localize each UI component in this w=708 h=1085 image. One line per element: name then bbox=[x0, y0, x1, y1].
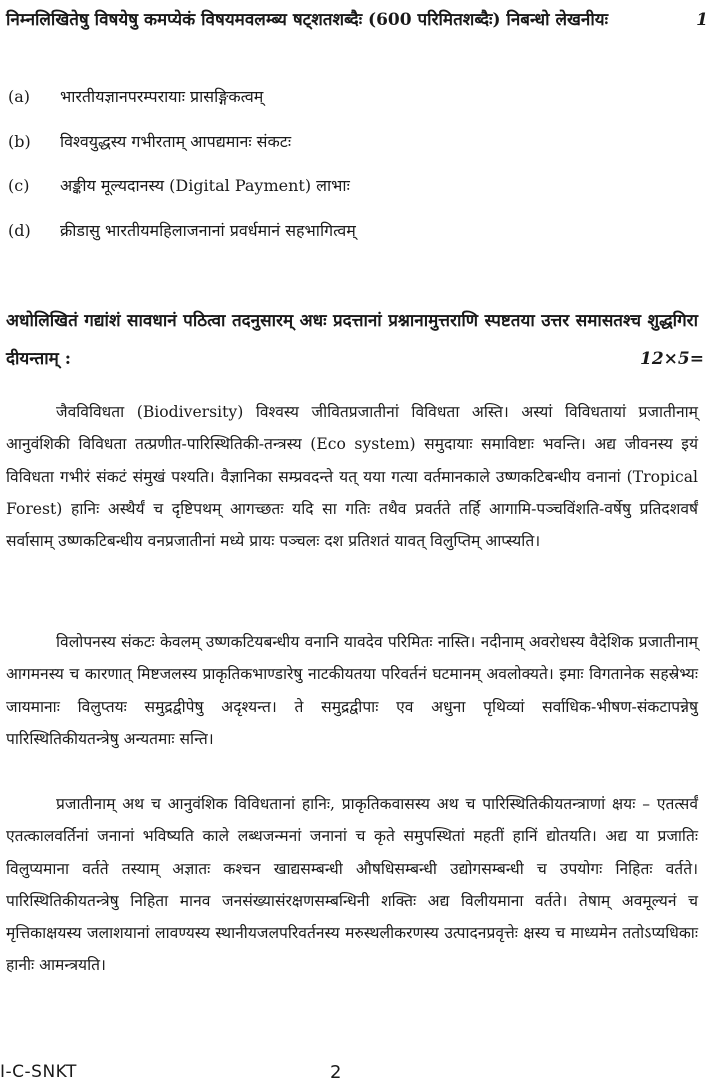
option-label: (c) bbox=[8, 176, 30, 195]
essay-instruction-text: निम्नलिखितेषु विषयेषु कमप्येकं विषयमवलम्ब्य षट्शतशब्दैः (600 परिमितशब्दैः) निबन्धो लेखनीयः bbox=[6, 10, 609, 30]
essay-option-d bbox=[8, 220, 356, 242]
passage-paragraph-3: प्रजातीनाम् अथ च आनुवंशिक विविधतानां हानिः, प्राकृतिकवासस्य अथ च पारिस्थितिकीयतन्त्राणां क्षयः – एतत्सर्वं एतत्कालवर्तिनां जनानां भविष्यति काले लब्धजन्मनां जनानां च कृते समुपस्थितां महतीं हानिं द्योतयति। अद्य या प्रजातिः विलुप्यमाना वर्तते तस्याम् अज्ञातः कश्चन खाद्यसम्बन्धी औषधिसम्बन्धी उद्योगसम्बन्धी च उपयोगः निहितः वर्तते। पारिस्थितिकीयतन्त्रेषु निहिता मानव जनसंख्यासंरक्षणसम्बन्धिनी शक्तिः अद्य विलीयमाना वर्तते। तेषाम् अवमूल्यनं च मृत्तिकाक्षयस्य जलाशयानां लावण्यस्य स्थानीयजलपरिवर्तनस्य मरुस्थलीकरणस्य उत्पादनप्रवृत्तेः क्षस्य च माध्यमेन ततोऽप्यधिकाः हानीः आमन्त्रयति। bbox=[6, 795, 698, 975]
passage-instruction-text: अधोलिखितं गद्यांशं सावधानं पठित्वा तदनुसारम् अधः प्रदत्तानां प्रश्नानामुत्तराणि स्पष्टतया उत्तर समासतश्च शुद्धगिरा दीयन्ताम् : bbox=[6, 311, 698, 369]
essay-instruction bbox=[6, 6, 708, 34]
option-text: क्रीडासु भारतीयमहिलाजनानां प्रवर्धमानं सहभागित्वम् bbox=[60, 221, 356, 240]
option-label: (d) bbox=[8, 221, 31, 240]
essay-option-b bbox=[8, 131, 291, 153]
option-text: भारतीयज्ञानपरम्परायाः प्रासङ्गिकत्वम् bbox=[60, 87, 264, 106]
essay-option-c bbox=[8, 175, 350, 197]
option-label: (a) bbox=[8, 87, 31, 106]
passage-instruction bbox=[6, 302, 704, 378]
essay-marks: 1 bbox=[696, 10, 708, 30]
option-text: अङ्कीय मूल्यदानस्य (Digital Payment) लाभाः bbox=[60, 176, 350, 195]
option-label: (b) bbox=[8, 132, 31, 151]
passage-paragraph-2: विलोपनस्य संकटः केवलम् उष्णकटियबन्धीय वनानि यावदेव परिमितः नास्ति। नदीनाम् अवरोधस्य वैदेशिक प्रजातीनाम् आगमनस्य च कारणात् मिष्टजलस्य प्राकृतिकभाण्डारेषु नाटकीयतया परिवर्तनं घटमानम् अवलोक्यते। इमाः विगतानेक सहस्रेभ्यः जायमानाः विलुप्तयः समुद्रद्वीपेषु अदृश्यन्त। ते समुद्रद्वीपाः एव अधुना पृथिव्यां सर्वाधिक-भीषण-संकटापन्नेषु पारिस्थितिकीयतन्त्रेषु अन्यतमाः सन्ति। bbox=[6, 633, 698, 748]
essay-option-a bbox=[8, 86, 263, 108]
option-text: विश्वयुद्धस्य गभीरताम् आपद्यमानः संकटः bbox=[60, 132, 292, 151]
passage-paragraph-1: जैवविविधता (Biodiversity) विश्वस्य जीवितप्रजातीनां विविधता अस्ति। अस्यां विविधतायां प्रजातीनाम् आनुवंशिकी विविधता तत्प्रणीत-पारिस्थितिकी-तन्त्रस्य (Eco system) समुदायाः समाविष्टाः भवन्ति। अद्य जीवनस्य इयं विविधता गभीरं संकटं संमुखं पश्यति। वैज्ञानिका सम्प्रवदन्ते यत् यया गत्या वर्तमानकाले उष्णकटिबन्धीय वनानां (Tropical Forest) हानिः अस्थैर्यं च दृष्टिपथम् आगच्छतः यदि सा गतिः तथैव प्रवर्तते तर्हि आगामि-पञ्चविंशति-वर्षेषु प्रतिदशवर्षं सर्वासाम् उष्णकटिबन्धीय वनप्रजातीनां मध्ये प्रायः पञ्चलः दश प्रतिशतं यावत् विलुप्तिम् आप्स्यति। bbox=[6, 403, 698, 551]
passage-marks: 12×5= bbox=[640, 349, 704, 369]
page-number: 2 bbox=[330, 1062, 342, 1083]
paper-code: I-C-SNKT bbox=[0, 1062, 77, 1082]
